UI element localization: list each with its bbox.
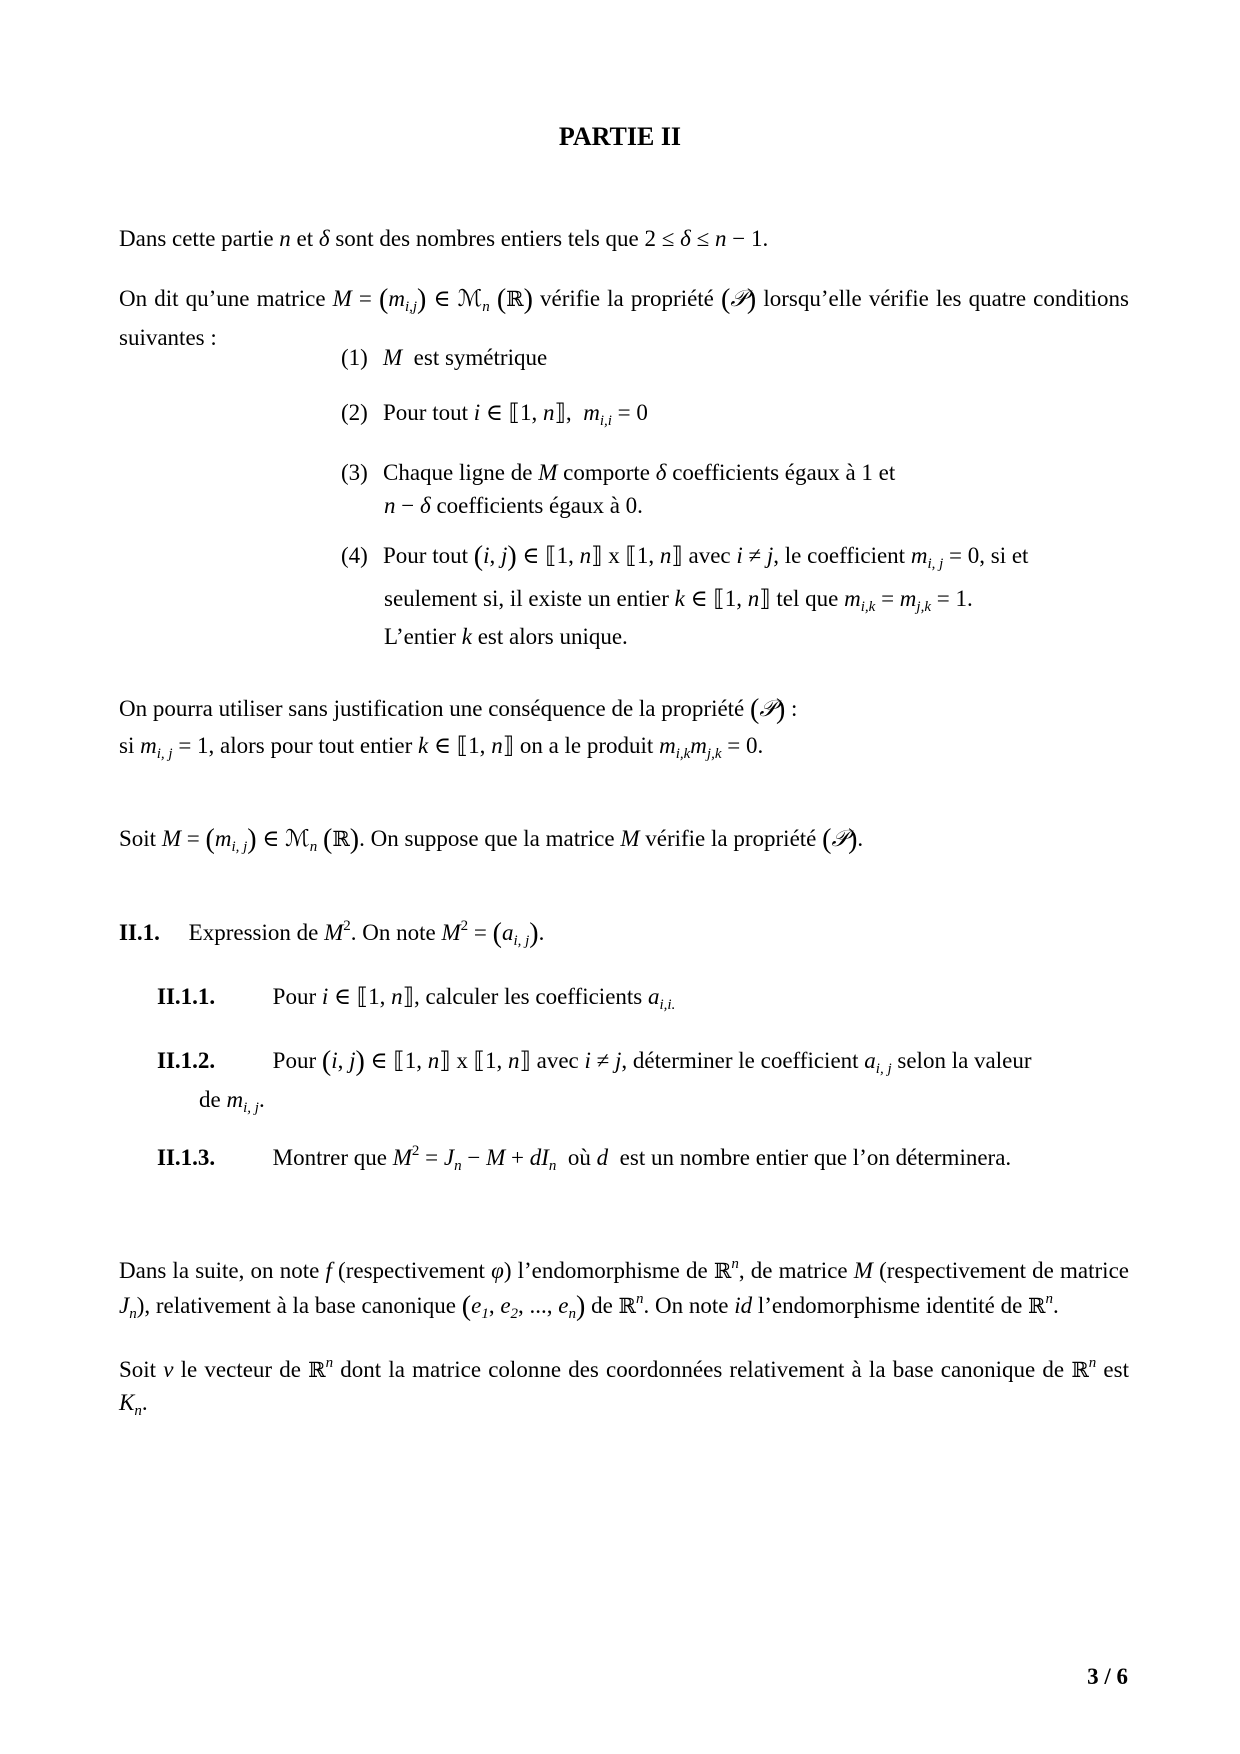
condition-number: (3) <box>341 460 368 485</box>
question-II-1-2: II.1.2. Pour (i, j) ∈ ⟦1, n⟧ x ⟦1, n⟧ avec i ≠ j, déterminer le coefficient $a_{i, j}$ selon la valeur de $m_{i, j}$. <box>157 1046 1032 1116</box>
condition-number: (4) <box>341 543 368 568</box>
question-II-1: II.1. Expression de $M^2$. On note $M^2 = (a_{i, j})$. <box>119 918 545 949</box>
intro-paragraph-2: On dit qu’une matrice $M = (m_{i,j})$ ∈ ℳ$_n$ (ℝ) vérifie la propriété (𝒫) lorsqu’elle vérifie les quatre conditions suivantes : <box>119 284 1129 350</box>
condition-number: (2) <box>341 400 368 425</box>
soit-v-paragraph: Soit v le vecteur de ℝ$^n$ dont la matrice colonne des coordonnées relativement à la base canonique de ℝ$^n$ est $K_n$. <box>119 1355 1129 1420</box>
suite-paragraph: Dans la suite, on note f (respectivement φ) l’endomorphisme de ℝ$^n$, de matrice M (respectivement de matrice $J_n$), relativement à la base canonique ($e_1$, $e_2$, ..., $e_n$) de ℝ$^n$. On note id l’endomorphisme identité de ℝ$^n$. <box>119 1256 1129 1323</box>
condition-1: (1) M est symétrique <box>341 341 1131 374</box>
intro-paragraph-1: Dans cette partie n et δ sont des nombres entiers tels que 2 ≤ δ ≤ n − 1. <box>119 226 769 251</box>
consequence-line-1: On pourra utiliser sans justification une conséquence de la propriété (𝒫) : <box>119 694 798 725</box>
question-II-1-3: II.1.3. Montrer que $M^2 = J_n - M + dI_n$ où d est un nombre entier que l’on déterminera. <box>157 1143 1012 1174</box>
condition-3: (3) Chaque ligne de M comporte δ coefficients égaux à 1 et n − δ coefficients égaux à 0. <box>341 456 1131 523</box>
question-label: II.1.2. <box>157 1048 216 1073</box>
condition-2: (2) Pour tout i ∈ ⟦1, n⟧, $m_{i,i} = 0$ <box>341 396 1131 433</box>
question-II-1-1: II.1.1. Pour i ∈ ⟦1, n⟧, calculer les coefficients $a_{i,i.}$ <box>157 984 676 1013</box>
question-label: II.1.1. <box>157 984 216 1009</box>
soit-paragraph: Soit $M = (m_{i, j})$ ∈ ℳ$_n$ (ℝ). On suppose que la matrice M vérifie la propriété (𝒫). <box>119 824 864 855</box>
question-label: II.1. <box>119 920 160 945</box>
section-title: PARTIE II <box>558 122 682 151</box>
question-label: II.1.3. <box>157 1145 216 1170</box>
condition-number: (1) <box>341 345 368 370</box>
condition-4: (4) Pour tout (i, j) ∈ ⟦1, n⟧ x ⟦1, n⟧ avec i ≠ j, le coefficient $m_{i, j} = 0$, si et seulement si, il existe un entier k ∈ ⟦1, n⟧ tel que $m_{i,k} = m_{j,k} = 1$. L’entier k est alors unique. <box>341 541 1029 650</box>
page-number: 3 / 6 <box>1087 1664 1128 1689</box>
consequence-line-2: si $m_{i, j} = 1$, alors pour tout entier k ∈ ⟦1, n⟧ on a le produit $m_{i,k}m_{j,k} = 0$. <box>119 733 764 762</box>
